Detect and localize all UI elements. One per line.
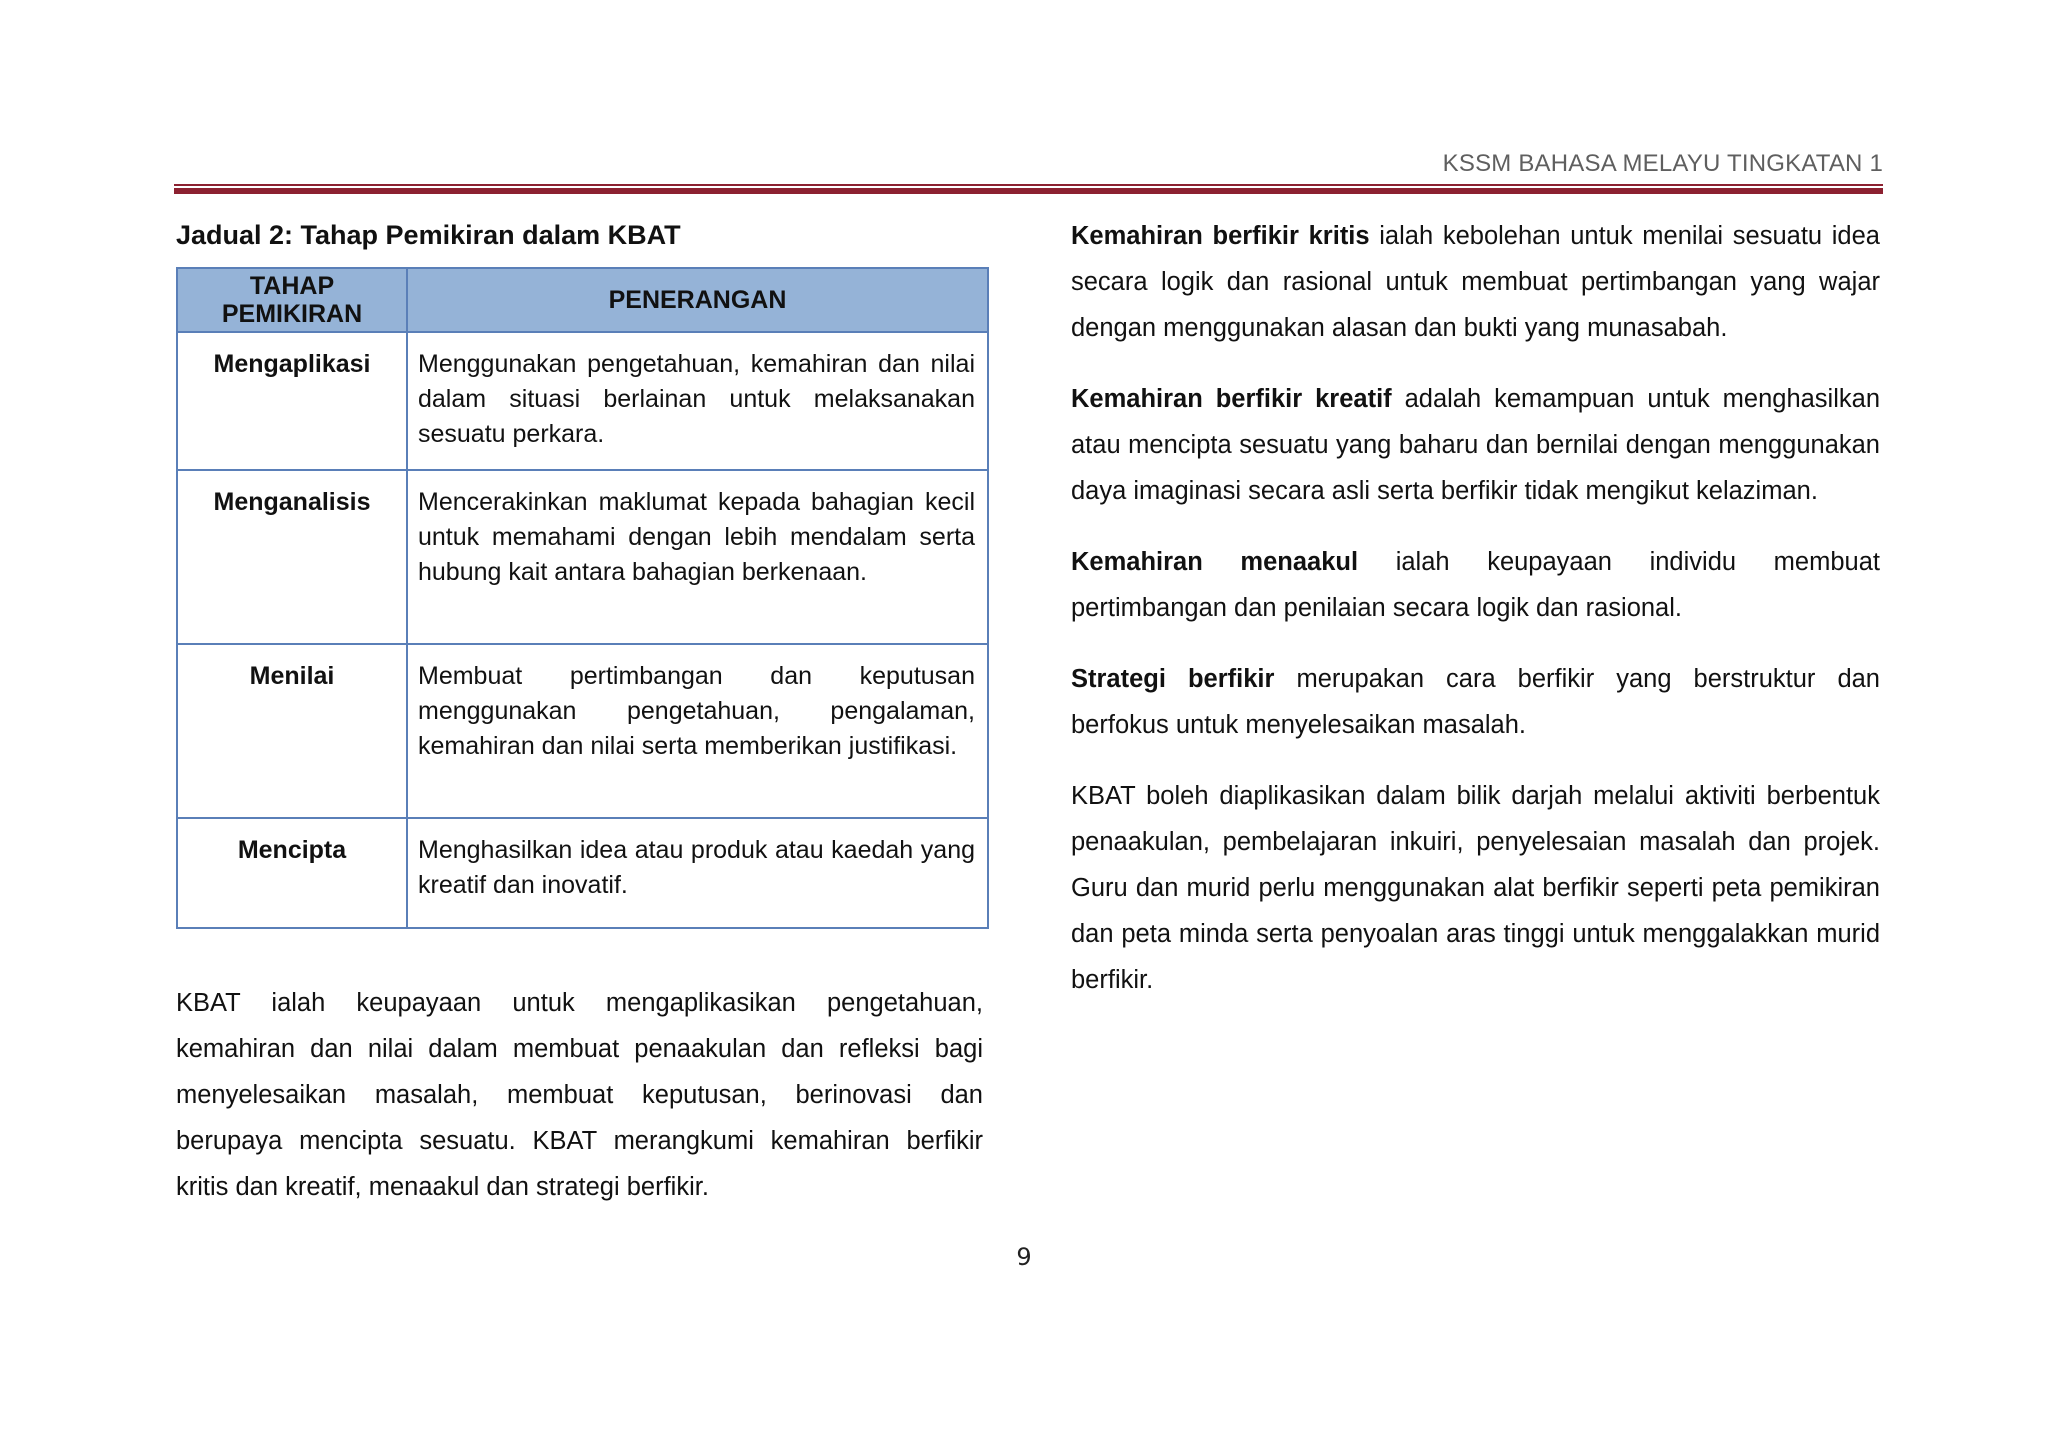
- level-cell: Menilai: [177, 644, 407, 818]
- table-row: [177, 332, 988, 470]
- critical-thinking-paragraph: [1071, 213, 1880, 351]
- header-rule-thin: [174, 184, 1883, 186]
- paragraph-text: ialah keupayaan individu membuat pertimbangan dan penilaian secara logik dan rasional.: [1071, 548, 1880, 622]
- creative-thinking-paragraph: [1071, 376, 1880, 514]
- paragraph-text: adalah kemampuan untuk menghasilkan atau mencipta sesuatu yang baharu dan bernilai dengan menggunakan daya imaginasi secara asli serta berfikir tidak mengikut kelaziman.: [1071, 385, 1881, 505]
- paragraph-term: Kemahiran berfikir kreatif: [1071, 385, 1392, 413]
- header-description: PENERANGAN: [407, 268, 988, 332]
- classroom-application-paragraph: [1071, 773, 1880, 1003]
- kbat-definition-paragraph: KBAT ialah keupayaan untuk mengaplikasikan pengetahuan, kemahiran dan nilai dalam membuat penaakulan dan refleksi bagi menyelesaikan masalah, membuat keputusan, berinovasi dan berupaya mencipta sesuatu. KBAT merangkumi kemahiran berfikir kritis dan kreatif, menaakul dan strategi berfikir.: [176, 989, 983, 1201]
- description-cell: Menghasilkan idea atau produk atau kaedah yang kreatif dan inovatif.: [407, 818, 988, 928]
- thinking-strategy-paragraph: [1071, 656, 1880, 748]
- table-row: [177, 644, 988, 818]
- table-row: [177, 818, 988, 928]
- table-caption: Jadual 2: Tahap Pemikiran dalam KBAT: [176, 220, 681, 250]
- paragraph-term: Kemahiran menaakul: [1071, 548, 1359, 576]
- level-cell: Mencipta: [177, 818, 407, 928]
- paragraph-text: ialah kebolehan untuk menilai sesuatu idea secara logik dan rasional untuk membuat pertimbangan yang wajar dengan menggunakan alasan dan bukti yang munasabah.: [1071, 222, 1880, 342]
- paragraph-text: merupakan cara berfikir yang berstruktur dan berfokus untuk menyelesaikan masalah.: [1071, 665, 1880, 739]
- table-row: [177, 470, 988, 644]
- reasoning-paragraph: [1071, 539, 1880, 631]
- level-cell: Menganalisis: [177, 470, 407, 644]
- header-rule-thick: [174, 188, 1883, 194]
- thinking-levels-table: [176, 267, 989, 929]
- page-number: 9: [1016, 1243, 1032, 1271]
- table-header-row: [177, 268, 988, 332]
- header-title: KSSM BAHASA MELAYU TINGKATAN 1: [1442, 150, 1883, 177]
- level-cell: Mengaplikasi: [177, 332, 407, 470]
- right-column: [1071, 213, 1880, 1028]
- header-level: TAHAP PEMIKIRAN: [177, 268, 407, 332]
- paragraph-text: KBAT boleh diaplikasikan dalam bilik darjah melalui aktiviti berbentuk penaakulan, pembelajaran inkuiri, penyelesaian masalah dan projek. Guru dan murid perlu menggunakan alat berfikir seperti peta pemikiran dan peta minda serta penyoalan aras tinggi untuk menggalakkan murid berfikir.: [1071, 782, 1880, 994]
- paragraph-term: Strategi berfikir: [1071, 665, 1275, 693]
- description-cell: Membuat pertimbangan dan keputusan menggunakan pengetahuan, pengalaman, kemahiran dan nilai serta memberikan justifikasi.: [407, 644, 988, 818]
- header-rule: [174, 184, 1883, 195]
- paragraph-term: Kemahiran berfikir kritis: [1071, 222, 1370, 250]
- description-cell: Menggunakan pengetahuan, kemahiran dan nilai dalam situasi berlainan untuk melaksanakan sesuatu perkara.: [407, 332, 988, 470]
- description-cell: Mencerakinkan maklumat kepada bahagian kecil untuk memahami dengan lebih mendalam serta hubung kait antara bahagian berkenaan.: [407, 470, 988, 644]
